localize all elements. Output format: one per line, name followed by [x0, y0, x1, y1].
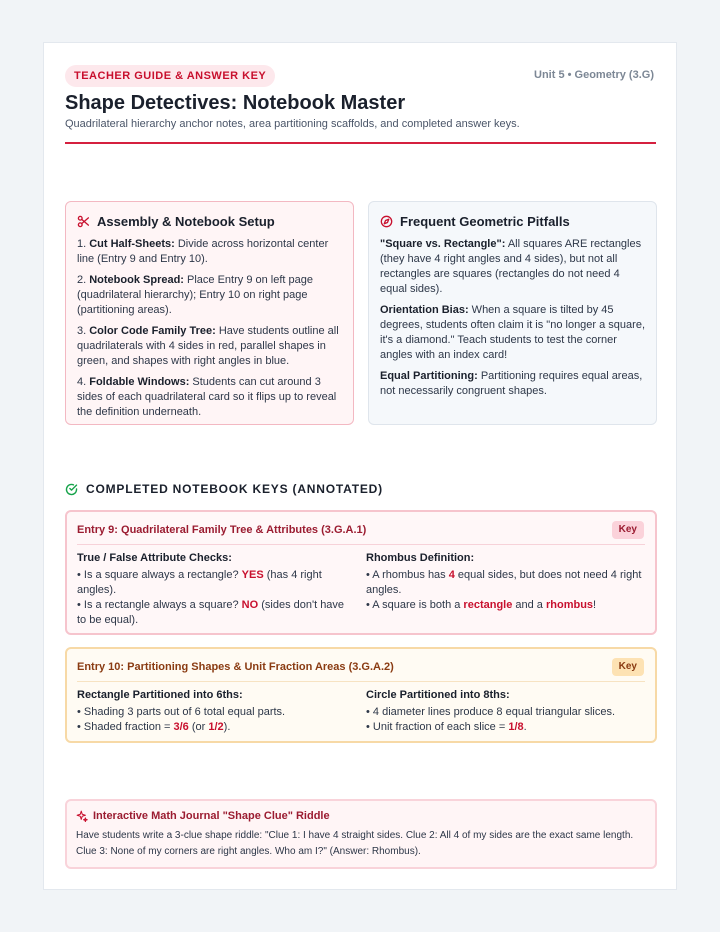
answer-no: NO — [241, 599, 259, 611]
text-run: equal sides, but does not need 4 right angles. — [366, 569, 642, 596]
entry-10-key-badge: Key — [612, 658, 644, 676]
text-run: • Is a rectangle always a square? — [77, 599, 242, 611]
pitfall-item — [380, 369, 648, 399]
setup-step-label: Color Code Family Tree: — [89, 325, 216, 337]
assembly-setup-title: Assembly & Notebook Setup — [97, 214, 275, 229]
circle-line-1: • 4 diameter lines produce 8 equal triangular slices. — [366, 706, 616, 718]
text-run: • Shaded fraction = — [77, 721, 174, 733]
pitfall-label: Equal Partitioning: — [380, 370, 478, 382]
rhombus-definition — [366, 551, 642, 613]
setup-step-2: 2. Notebook Spread: Place Entry 9 on left page (quadrilateral hierarchy); Entry 10 on right page (partitioning areas). — [77, 274, 313, 316]
answer-rhombus: rhombus — [545, 599, 594, 611]
page-title: Shape Detectives: Notebook Master — [65, 92, 406, 114]
entry-10-divider — [77, 681, 645, 682]
check-circle-icon — [65, 483, 78, 496]
setup-step-label: Cut Half-Sheets: — [89, 238, 175, 250]
setup-step-text: Students can cut around 3 sides of each quadrilateral card so it flips up to reveal the definition underneath. — [77, 376, 337, 418]
riddle-body: Have students write a 3-clue shape riddle: "Clue 1: I have 4 straight sides. Clue 2: All 4 of my sides are the exact same length. Clue 3: None of my corners are right angles. Who am I?" (Answer: Rhombus). — [76, 830, 634, 857]
text-run: . — [523, 721, 527, 733]
notebook-page — [43, 42, 677, 890]
check-rectangle-square — [77, 598, 353, 628]
text-run: • A square is both a — [366, 599, 464, 611]
rectangle-sixths — [77, 688, 353, 735]
rectangle-line-1: • Shading 3 parts out of 6 total equal parts. — [77, 706, 286, 718]
setup-step-text: Place Entry 9 on left page (quadrilateral hierarchy); Entry 10 on right page (partitioning areas). — [77, 274, 313, 316]
setup-step-3: 3. Color Code Family Tree: Have students outline all quadrilaterals with 4 sides in red, parallel shapes in green, and shapes with right angles in blue. — [77, 325, 339, 367]
true-false-heading: True / False Attribute Checks: — [77, 552, 232, 564]
true-false-checks — [77, 551, 353, 628]
assembly-setup-heading — [77, 214, 275, 229]
assembly-setup-list — [77, 237, 345, 426]
rectangle-line-2 — [77, 720, 353, 735]
pitfall-label: "Square vs. Rectangle": — [380, 238, 506, 250]
scissors-icon — [77, 215, 90, 228]
text-run: (or — [188, 721, 209, 733]
pitfalls-title: Frequent Geometric Pitfalls — [400, 214, 570, 229]
pitfall-text: Partitioning requires equal areas, not necessarily congruent shapes. — [380, 370, 643, 397]
setup-step-label: Notebook Spread: — [89, 274, 184, 286]
text-run: (sides don't have to be equal). — [77, 599, 345, 626]
circle-line-2 — [366, 720, 642, 735]
compass-icon — [380, 215, 393, 228]
answer-rectangle: rectangle — [463, 599, 513, 611]
text-run: and a — [512, 599, 546, 611]
rhombus-heading: Rhombus Definition: — [366, 552, 475, 564]
text-run: • Is a square always a rectangle? — [77, 569, 242, 581]
circle-eighths — [366, 688, 642, 735]
shape-clue-riddle-card — [65, 799, 657, 869]
completed-keys-heading — [65, 482, 383, 496]
entry-9-key-card — [65, 510, 657, 635]
setup-step-1: 1. Cut Half-Sheets: Divide across horizontal center line (Entry 9 and Entry 10). — [77, 238, 329, 265]
riddle-heading — [76, 810, 330, 822]
teacher-guide-badge: TEACHER GUIDE & ANSWER KEY — [65, 65, 275, 87]
answer-one-eighth: 1/8 — [508, 721, 524, 733]
pitfall-item — [380, 303, 648, 363]
answer-one-half: 1/2 — [208, 721, 224, 733]
setup-step-text: Have students outline all quadrilaterals with 4 sides in red, parallel shapes in green, and shapes with right angles in blue. — [77, 325, 339, 367]
pitfall-item — [380, 237, 648, 297]
assembly-setup-card — [65, 201, 354, 425]
pitfall-text: All squares ARE rectangles (they have 4 right angles and 4 sides), but not all rectangles are squares (rectangles do not need 4 equal sides). — [380, 238, 642, 295]
answer-yes: YES — [241, 569, 264, 581]
text-run: (has 4 right angles). — [77, 569, 322, 596]
text-run: ! — [593, 599, 597, 611]
rectangle-sixths-heading: Rectangle Partitioned into 6ths: — [77, 689, 243, 701]
text-run: • Unit fraction of each slice = — [366, 721, 509, 733]
entry-10-key-card — [65, 647, 657, 743]
entry-10-title: Entry 10: Partitioning Shapes & Unit Fraction Areas (3.G.A.2) — [77, 661, 394, 673]
setup-step-label: Foldable Windows: — [89, 376, 190, 388]
riddle-title: Interactive Math Journal "Shape Clue" Riddle — [93, 810, 330, 822]
sparkle-icon — [76, 810, 88, 822]
header-divider — [65, 142, 656, 144]
circle-eighths-heading: Circle Partitioned into 8ths: — [366, 689, 510, 701]
pitfalls-list — [380, 237, 648, 405]
entry-9-divider — [77, 544, 645, 545]
rhombus-line-2 — [366, 598, 642, 613]
setup-step-text: Divide across horizontal center line (Entry 9 and Entry 10). — [77, 238, 329, 265]
entry-9-title: Entry 9: Quadrilateral Family Tree & Attributes (3.G.A.1) — [77, 524, 367, 536]
check-square-rectangle — [77, 568, 353, 598]
answer-three-sixths: 3/6 — [173, 721, 189, 733]
page-subtitle: Quadrilateral hierarchy anchor notes, area partitioning scaffolds, and completed answer keys. — [65, 118, 520, 130]
completed-keys-title: COMPLETED NOTEBOOK KEYS (ANNOTATED) — [86, 482, 383, 496]
rhombus-line-1 — [366, 568, 642, 598]
pitfall-label: Orientation Bias: — [380, 304, 469, 316]
pitfalls-heading — [380, 214, 570, 229]
text-run: ). — [223, 721, 231, 733]
geometric-pitfalls-card — [368, 201, 657, 425]
pitfall-text: When a square is tilted by 45 degrees, students often claim it is "no longer a square, it's a diamond." Teach students to test the corner angles with an index card! — [380, 304, 645, 361]
text-run: • A rhombus has — [366, 569, 449, 581]
answer-four: 4 — [448, 569, 455, 581]
entry-9-key-badge: Key — [612, 521, 644, 539]
setup-step-4: 4. Foldable Windows: Students can cut around 3 sides of each quadrilateral card so it flips up to reveal the definition underneath. — [77, 376, 337, 418]
unit-label: Unit 5 • Geometry (3.G) — [534, 69, 654, 81]
